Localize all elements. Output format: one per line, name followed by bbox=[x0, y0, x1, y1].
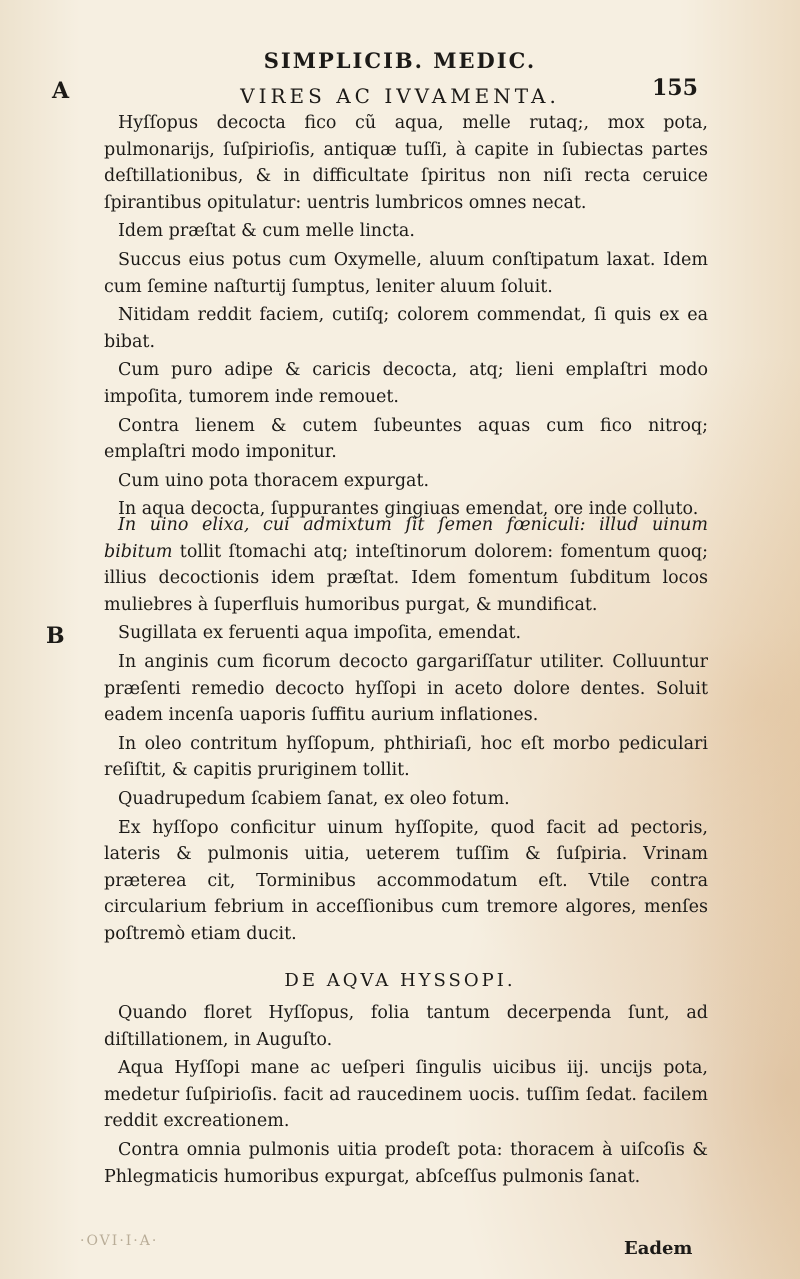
section-heading: DE AQVA HYSSOPI. bbox=[284, 970, 516, 991]
paragraph: Idem præſtat & cum melle lincta. bbox=[118, 221, 415, 242]
paragraph: Cum puro adipe & caricis decocta, atq; lieni emplaſtri modo impoſita, tumorem inde remouet. bbox=[104, 360, 708, 407]
paragraph: Ex hyſſopo conficitur uinum hyſſopite, quod facit ad pectoris, lateris & pulmonis uitia, ueterem tuſſim & ſuſpiria. Vrinam præterea cit, Torminibus accommodatum eſt. Vtile contra circularium febrium in acceſſionibus cum tremore algores, menſes poſtremò etiam ducit. bbox=[104, 817, 708, 944]
paragraph: Quando floret Hyſſopus, folia tantum decerpenda ſunt, ad diſtillationem, in Auguſto. bbox=[104, 1003, 708, 1050]
catchword: Eadem bbox=[624, 1238, 693, 1259]
text-block-1 bbox=[104, 110, 708, 525]
paragraph: Nitidam reddit faciem, cutiſq; colorem commendat, ſi quis ex ea bibat. bbox=[104, 305, 708, 352]
running-title: SIMPLICIB. MEDIC. bbox=[263, 48, 537, 73]
paragraph: In aqua decocta, ſuppurantes gingiuas emendat, ore inde colluto. bbox=[118, 499, 699, 520]
paragraph bbox=[104, 512, 708, 618]
margin-letter-b: B bbox=[46, 623, 65, 649]
paragraph-continuation: tollit ſtomachi atq; inteſtinorum dolorem: fomentum quoq; illius decoctionis idem præſtat. Idem fomentum ſubditum locos muliebres à ſuperfluis humoribus purgat, & mundificat. bbox=[104, 541, 708, 615]
margin-letter-a: A bbox=[52, 78, 70, 104]
faint-bleed-text: ·OVI·I·A· bbox=[80, 1233, 159, 1249]
paragraph: Contra omnia pulmonis uitia prodeſt pota: thoracem à uiſcoſis & Phlegmaticis humoribus expurgat, abſceſſus pulmonis ſanat. bbox=[104, 1139, 708, 1187]
text-block-2 bbox=[104, 512, 708, 950]
paragraph: Aqua Hyſſopi mane ac ueſperi ſingulis uicibus iij. uncijs pota, medetur ſuſpirioſis. facit ad raucedinem uocis. tuſſim ſedat. facilem reddit excreationem. bbox=[104, 1058, 708, 1132]
paragraph: Sugillata ex feruenti aqua impoſita, emendat. bbox=[118, 623, 522, 644]
paragraph: Cum uino pota thoracem expurgat. bbox=[118, 470, 430, 491]
paragraph: In anginis cum ficorum decocto gargariſſatur utiliter. Colluuntur præſenti remedio decocto hyſſopi in aceto dolore dentes. Soluit eadem incenſa uaporis ſuffitu aurium inflationes. bbox=[104, 651, 708, 726]
paragraph: In oleo contritum hyſſopum, phthiriaſi, hoc eſt morbo pediculari reſiſtit, & capitis pruriginem tollit. bbox=[104, 733, 708, 781]
paragraph: Hyſſopus decocta fico cũ aqua, melle rutaq;, mox pota, pulmonarijs, ſuſpirioſis, antiquæ tuſſi, à capite in ſubiectas partes deſtillationibus, & in difficultate ſpiritus non niſi recta ceruice ſpirantibus opitulatur: uentris lumbricos omnes necat. bbox=[104, 113, 708, 213]
section-subtitle: VIRES AC IVVAMENTA. bbox=[240, 84, 560, 108]
text-block-3 bbox=[104, 1000, 708, 1192]
paragraph: Quadrupedum ſcabiem ſanat, ex oleo fotum. bbox=[118, 788, 510, 809]
page-number: 155 bbox=[652, 75, 698, 101]
paragraph: Contra lienem & cutem ſubeuntes aquas cum fico nitroq; emplaſtri modo imponitur. bbox=[104, 415, 708, 463]
italic-phrase: In uino elixa, cui admixtum ſit ſemen fœniculi: illud uinum bibitum bbox=[104, 515, 708, 562]
paragraph: Succus eius potus cum Oxymelle, aluum conſtipatum laxat. Idem cum ſemine naſturtij ſumptus, leniter aluum ſoluit. bbox=[104, 249, 708, 297]
